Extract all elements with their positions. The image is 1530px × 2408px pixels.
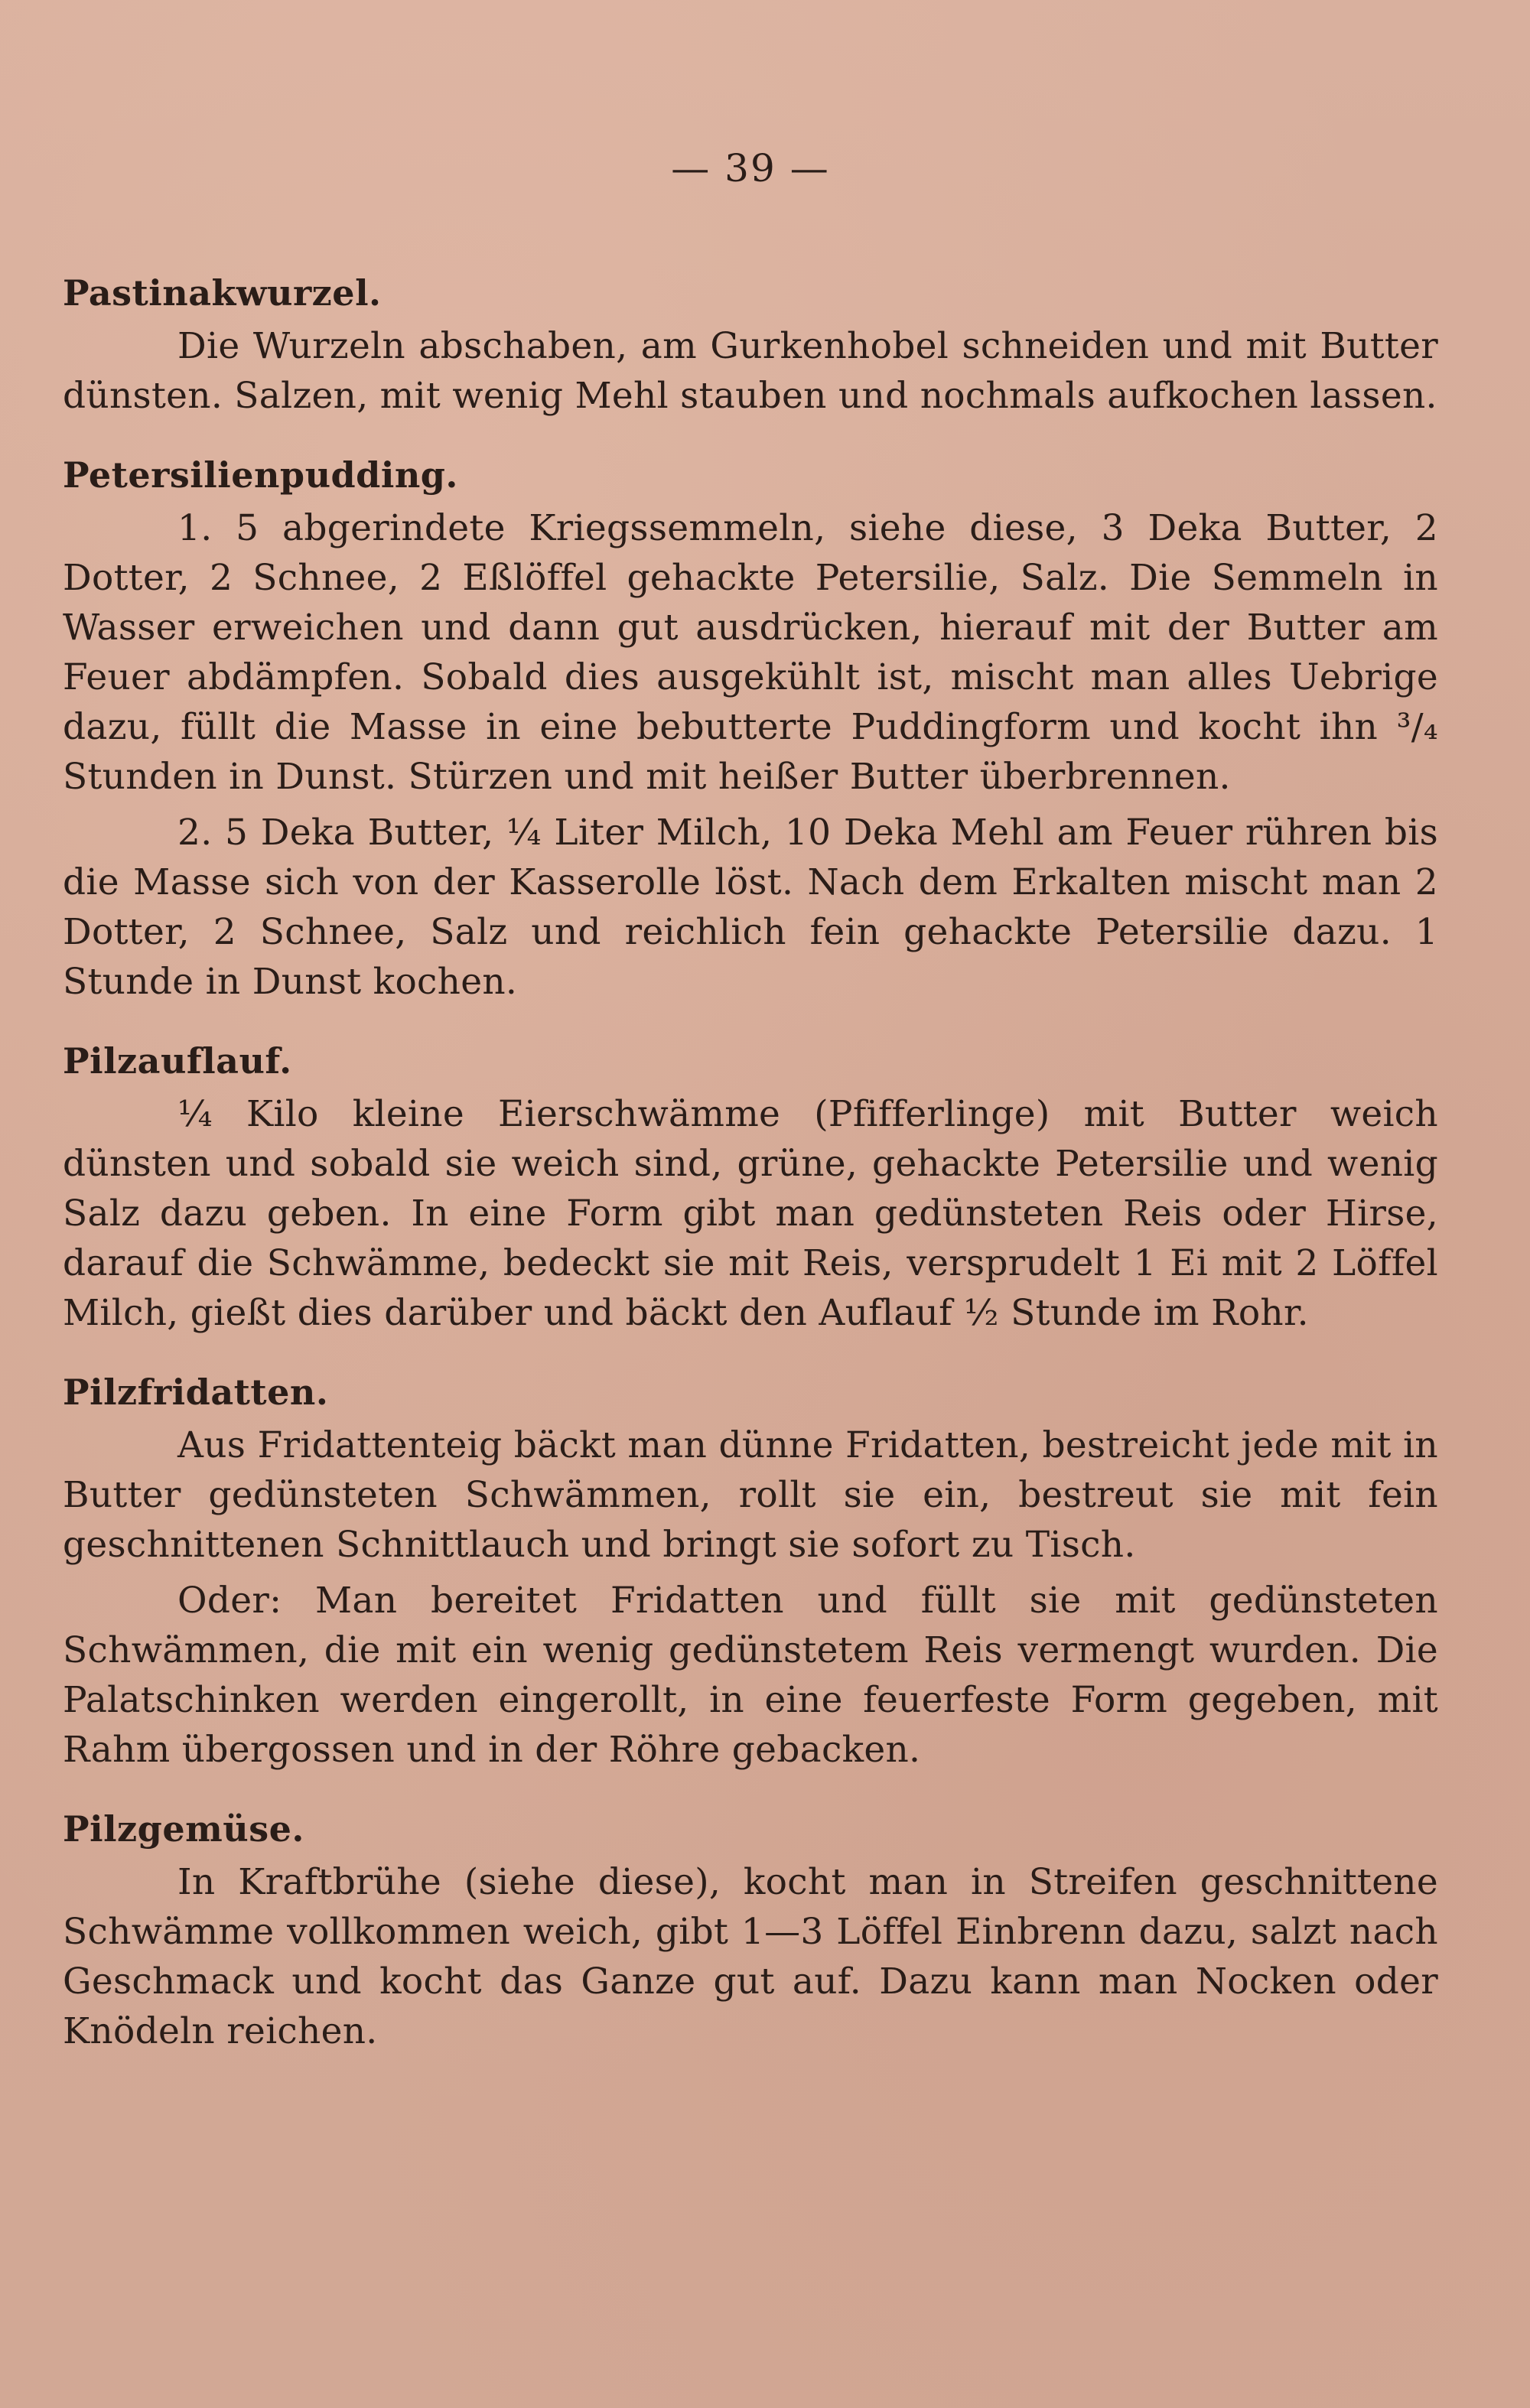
recipe-paragraph: Aus Fridattenteig bäckt man dünne Fridatten, bestreicht jede mit in Butter gedünsteten Schwämmen, rollt sie ein, bestreut sie mit fein geschnittenen Schnittlauch und bringt sie sofort zu Tisch.: [63, 1424, 1438, 1566]
recipe-entry: [63, 1804, 1438, 2056]
recipe-entry: [63, 1036, 1438, 1338]
recipe-title: Petersilienpudding.: [63, 454, 458, 496]
recipe-title: Pilzfridatten.: [63, 1372, 329, 1413]
recipe-paragraph: 2. 5 Deka Butter, ¼ Liter Milch, 10 Deka Mehl am Feuer rühren bis die Masse sich von der Kasserolle löst. Nach dem Erkalten mischt man 2 Dotter, 2 Schnee, Salz und reichlich fein gehackte Petersilie dazu. 1 Stunde in Dunst kochen.: [63, 812, 1438, 1003]
recipe-paragraph: ¼ Kilo kleine Eierschwämme (Pfifferlinge) mit Butter weich dünsten und sobald sie weich sind, grüne, gehackte Petersilie und wenig Salz dazu geben. In eine Form gibt man gedünsteten Reis oder Hirse, darauf die Schwämme, bedeckt sie mit Reis, versprudelt 1 Ei mit 2 Löffel Milch, gießt dies darüber und bäckt den Auflauf ½ Stunde im Rohr.: [63, 1093, 1438, 1334]
recipe-paragraph: 1. 5 abgerindete Kriegssemmeln, siehe diese, 3 Deka Butter, 2 Dotter, 2 Schnee, 2 Eßlöffel gehackte Petersilie, Salz. Die Semmeln in Wasser erweichen und dann gut ausdrücken, hierauf mit der Butter am Feuer abdämpfen. Sobald dies ausgekühlt ist, mischt man alles Uebrige dazu, füllt die Masse in eine bebutterte Puddingform und kocht ihn ³/₄ Stunden in Dunst. Stürzen und mit heißer Butter überbrennen.: [63, 507, 1438, 798]
recipe-title: Pilzgemüse.: [63, 1808, 304, 1850]
recipe-title: Pilzauflauf.: [63, 1040, 292, 1082]
recipe-paragraph: Die Wurzeln abschaben, am Gurkenhobel schneiden und mit Butter dünsten. Salzen, mit wenig Mehl stauben und nochmals aufkochen lassen.: [63, 325, 1438, 417]
page-number: — 39 —: [671, 146, 830, 190]
recipe-entry: [63, 450, 1438, 1007]
recipe-paragraph: Oder: Man bereitet Fridatten und füllt sie mit gedünsteten Schwämmen, die mit ein wenig gedünstetem Reis vermengt wurden. Die Palatschinken werden eingerollt, in eine feuerfeste Form gegeben, mit Rahm übergossen und in der Röhre gebacken.: [63, 1580, 1438, 1771]
recipe-title: Pastinakwurzel.: [63, 272, 382, 314]
recipe-paragraph: In Kraftbrühe (siehe diese), kocht man in Streifen geschnittene Schwämme vollkommen weich, gibt 1—3 Löffel Einbrenn dazu, salzt nach Geschmack und kocht das Ganze gut auf. Dazu kann man Nocken oder Knödeln reichen.: [63, 1861, 1438, 2052]
recipe-entry: [63, 268, 1438, 421]
recipe-entry: [63, 1367, 1438, 1775]
